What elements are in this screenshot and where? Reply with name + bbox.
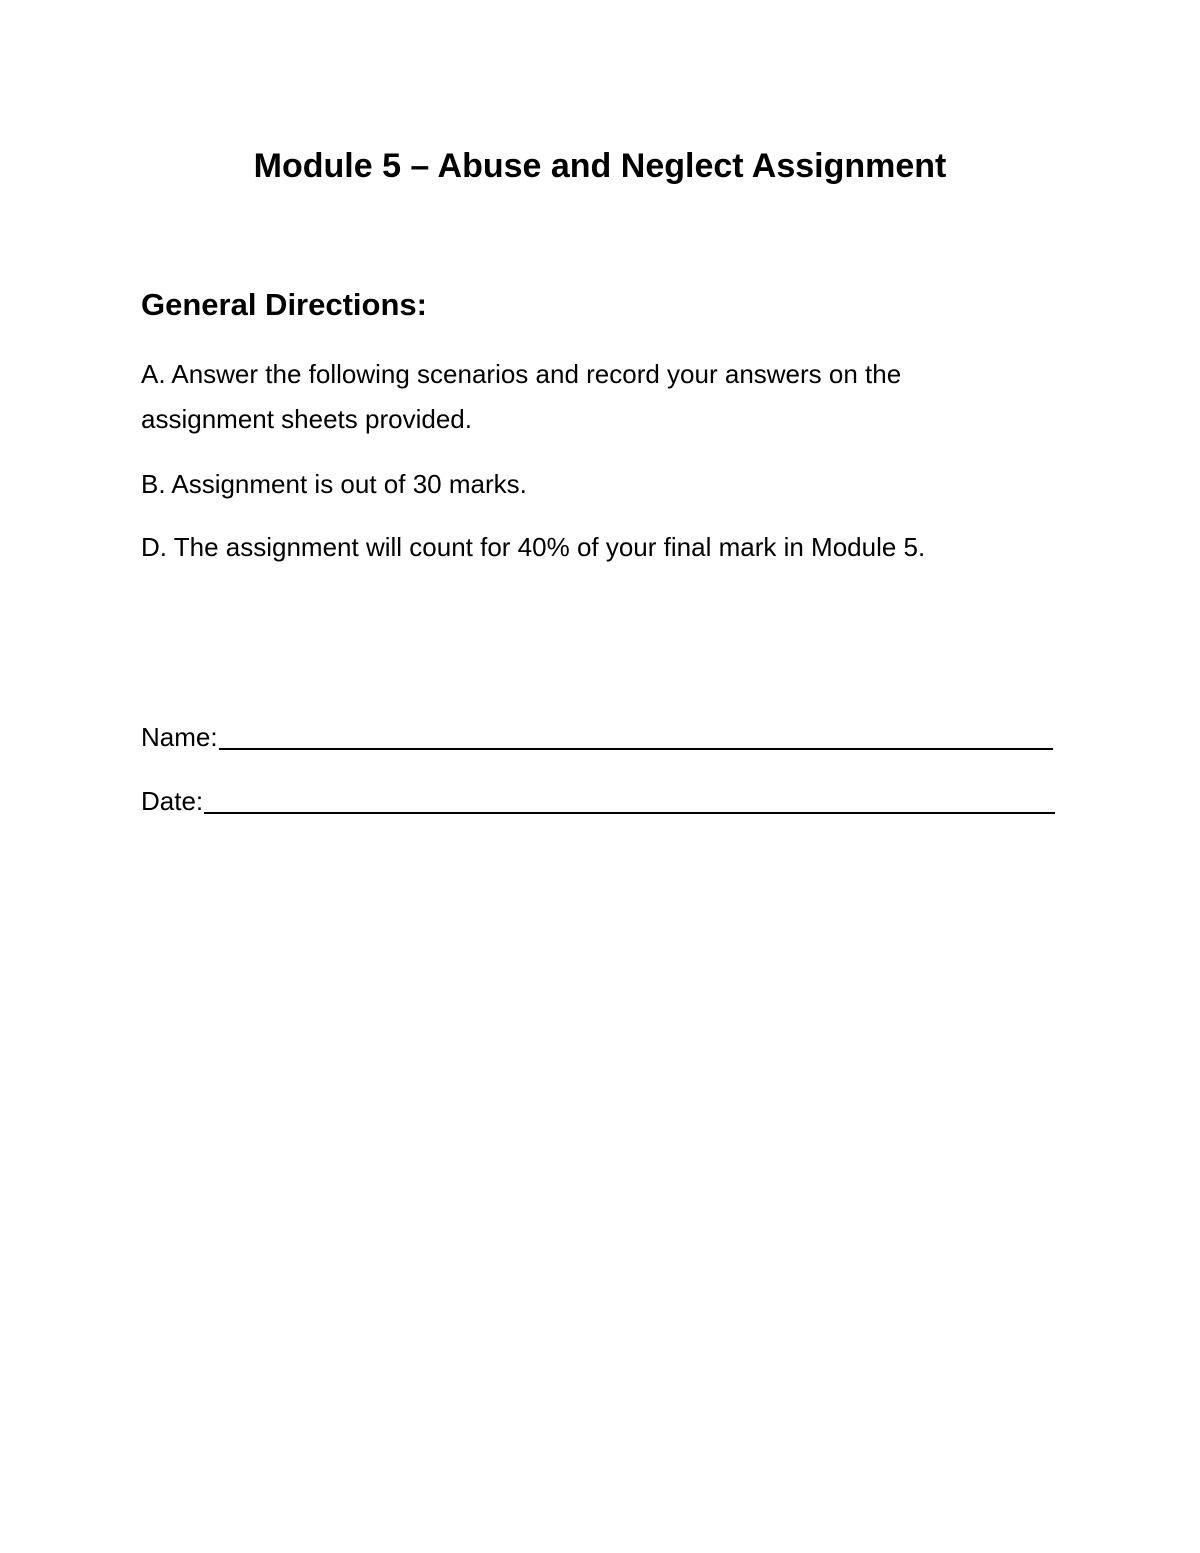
direction-a: A. Answer the following scenarios and record your answers on the assignment sheets provided.: [141, 359, 902, 434]
direction-d: D. The assignment will count for 40% of your final mark in Module 5.: [141, 532, 926, 562]
page-title: Module 5 – Abuse and Neglect Assignment: [253, 147, 947, 185]
name-field[interactable]: [141, 715, 1053, 760]
date-label: Date:: [141, 786, 204, 816]
name-label: Name:: [141, 722, 218, 752]
name-blank-line[interactable]: [219, 748, 1053, 750]
direction-b: B. Assignment is out of 30 marks.: [141, 469, 527, 499]
date-blank-line[interactable]: [204, 812, 1055, 814]
general-directions-heading: General Directions:: [141, 287, 427, 322]
date-field[interactable]: [141, 779, 1055, 824]
